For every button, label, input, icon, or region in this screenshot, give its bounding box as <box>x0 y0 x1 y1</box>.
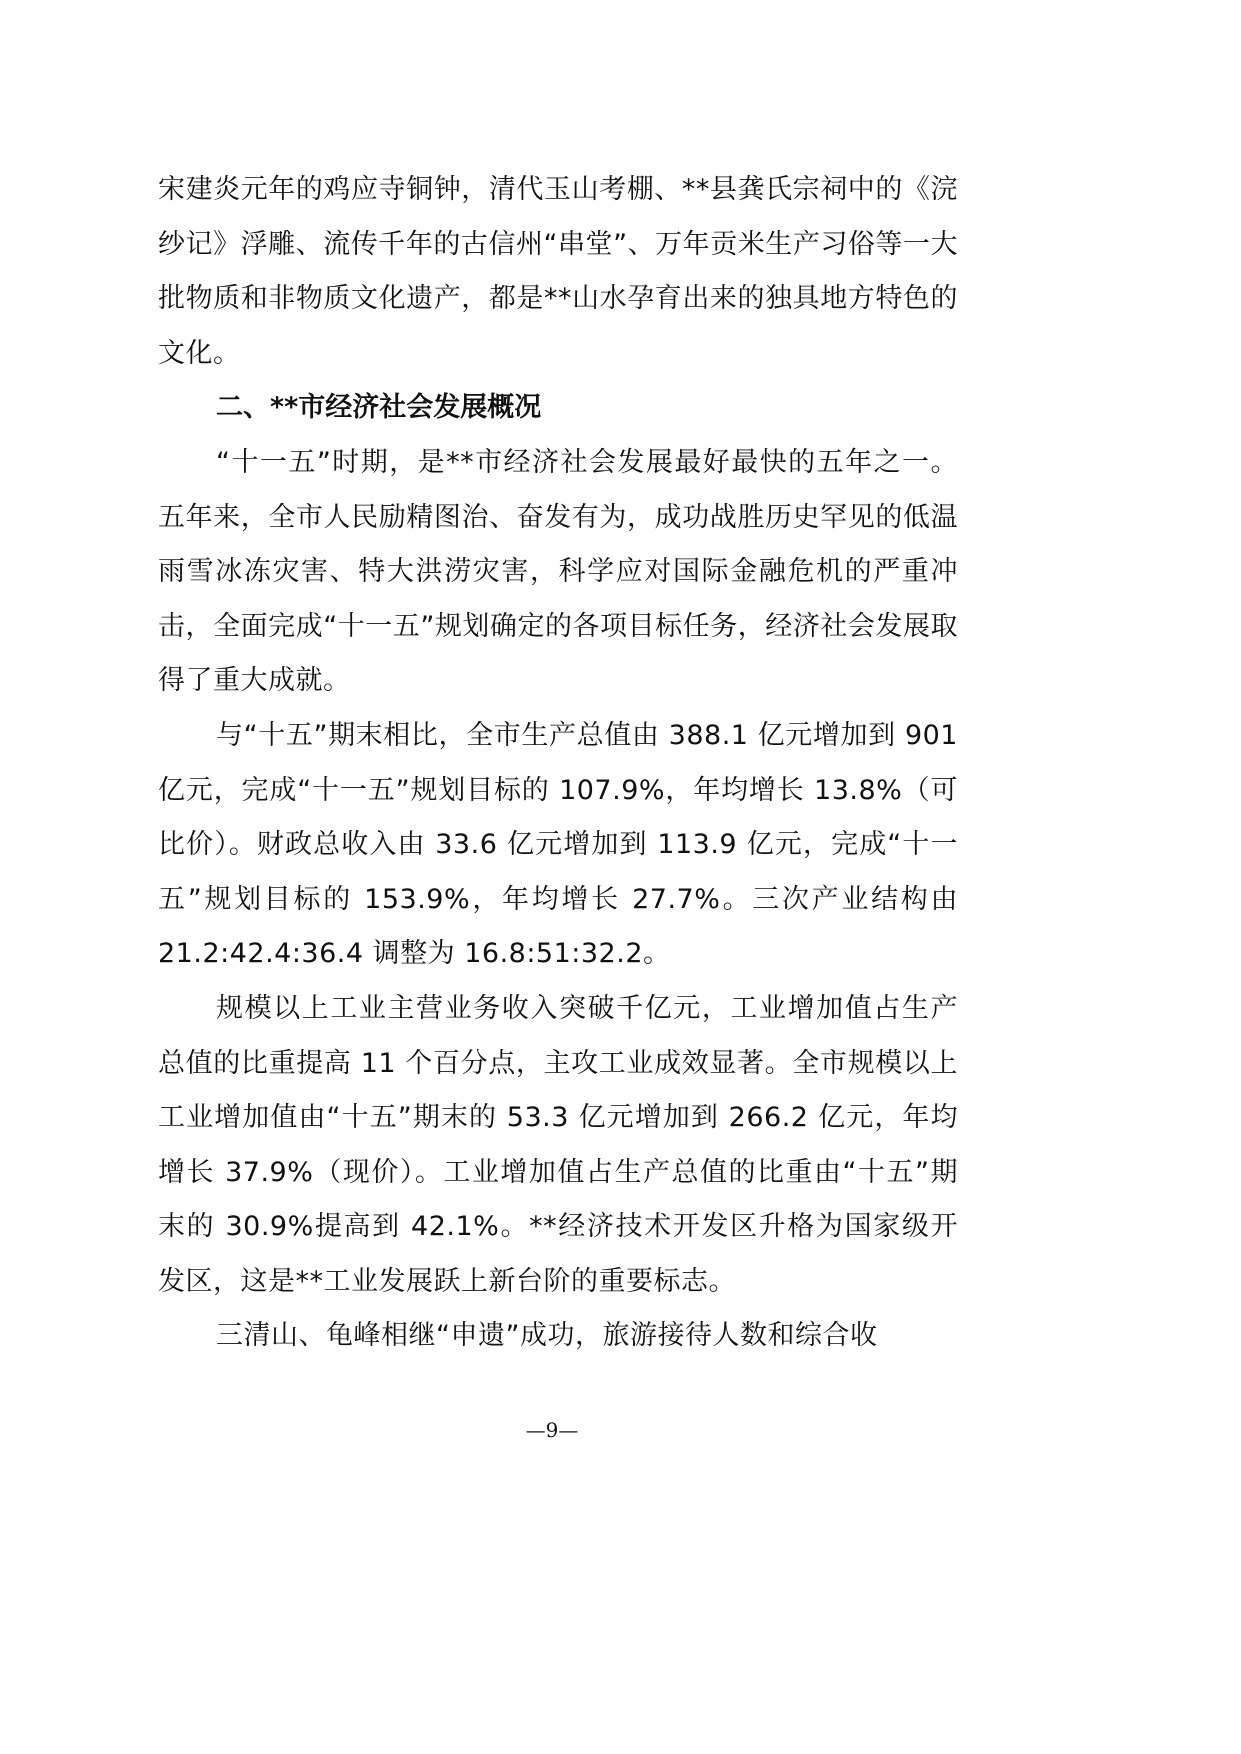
paragraph-tourism: 三清山、龟峰相继“申遗”成功，旅游接待人数和综合收 <box>216 1320 878 1352</box>
paragraph-gdp-fiscal-statistics: 与“十五”期末相比，全市生产总值由 388.1 亿元增加到 901 亿元，完成“十一五”规划目标的 107.9%，年均增长 13.8%（可比价）。财政总收入由 33.6 亿元增加到 113.9 亿元，完成“十一五”规划目标的 153.9%，年均增长 27.7%。三次产业结构由 21.2:42.4:36.4 调整为 16.8:51:32.2。 <box>158 719 958 970</box>
page-number: —9— <box>525 1418 579 1442</box>
section-heading: 二、**市经济社会发展概况 <box>216 392 542 424</box>
paragraph-cultural-heritage: 宋建炎元年的鸡应寺铜钟，清代玉山考棚、**县龚氏宗祠中的《浣纱记》浮雕、流传千年的古信州“串堂”、万年贡米生产习俗等一大批物质和非物质文化遗产，都是**山水孕育出来的独具地方特色的文化。 <box>158 174 958 369</box>
paragraph-eleventh-five-year-overview: “十一五”时期，是**市经济社会发展最好最快的五年之一。五年来，全市人民励精图治、奋发有为，成功战胜历史罕见的低温雨雪冰冻灾害、特大洪涝灾害，科学应对国际金融危机的严重冲击，全面完成“十一五”规划确定的各项目标任务，经济社会发展取得了重大成就。 <box>158 446 958 697</box>
document-body <box>158 163 958 1364</box>
paragraph-industry-statistics: 规模以上工业主营业务收入突破千亿元，工业增加值占生产总值的比重提高 11 个百分点，主攻工业成效显著。全市规模以上工业增加值由“十五”期末的 53.3 亿元增加到 266.2 亿元，年均增长 37.9%（现价）。工业增加值占生产总值的比重由“十五”期末的 30.9%提高到 42.1%。**经济技术开发区升格为国家级开发区，这是**工业发展跃上新台阶的重要标志。 <box>158 992 958 1297</box>
